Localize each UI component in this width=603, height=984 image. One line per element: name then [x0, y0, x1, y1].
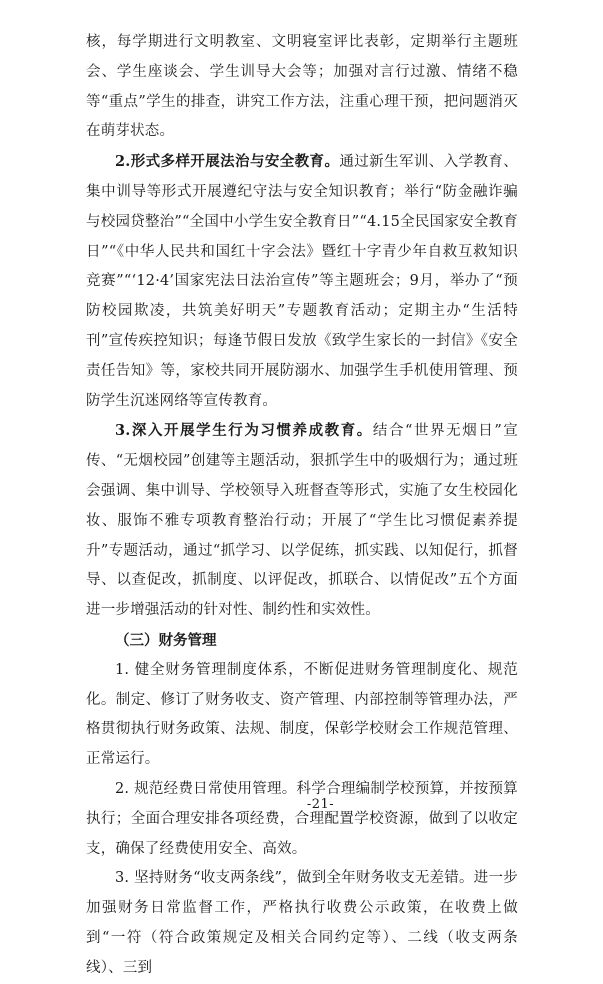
paragraph-legal-safety-education: [86, 147, 518, 416]
paragraph-finance-two-lines: 3. 坚持财务“收支两条线”，做到全年财务收支无差错。进一步加强财务日常监督工作，严格执行收费公示政策，在收费上做到“一符（符合政策规定及相关合同约定等）、二线（收支两条线）、三到: [86, 870, 518, 976]
paragraph-behavior-habits: [86, 416, 518, 626]
paragraph-finance-system: 1. 健全财务管理制度体系，不断促进财务管理制度化、规范化。制定、修订了财务收支、资产管理、内部控制等管理办法，严格贯彻执行财务政策、法规、制度，保彰学校财会工作规范管理、正常运行。: [86, 661, 518, 768]
section-heading-finance: （三）财务管理: [115, 631, 217, 649]
document-body: [86, 28, 518, 984]
paragraph-continuation: 核，每学期进行文明教室、文明寝室评比表彰，定期举行主题班会、学生座谈会、学生训导大会等；加强对言行过激、情绪不稳等“重点”学生的排查，讲究工作方法，注重心理干预，把问题消灭在萌芽状态。: [86, 34, 518, 140]
subheading-legal-safety: 2.形式多样开展法治与安全教育。: [115, 153, 340, 171]
paragraph-behavior-habits-body: 结合“世界无烟日”宣传、“无烟校园”创建等主题活动，狠抓学生中的吸烟行为；通过班会强调、集中训导、学校领导入班督查等形式，实施了女生校园化妆、服饰不雅专项教育整治行动；开展了“学生比习惯促素养提升”专题活动，通过“抓学习、以学促练，抓实践、以知促行，抓督导、以查促改，抓制度、以评促改，抓联合、以情促改”五个方面进一步增强活动的针对性、制约性和实效性。: [86, 423, 519, 619]
page-number: -21-: [306, 797, 335, 812]
subheading-behavior-habits: 3.深入开展学生行为习惯养成教育。: [115, 422, 373, 440]
paragraph-legal-safety-body: 通过新生军训、入学教育、集中训导等形式开展遵纪守法与安全知识教育；举行“防金融诈骗与校园贷整治”“全国中小学生安全教育日”“4.15全民国家安全教育日”“《中华人民共和国红十字会法》暨红十字青少年自救互救知识竞赛”“‘12·4’国家宪法日法治宣传”等主题班会；9月，举办了“预防校园欺凌，共筑美好明天”专题教育活动；定期主办“生活特刊”宣传疾控知识；每逢节假日发放《致学生家长的一封信》《安全责任告知》等，家校共同开展防溺水、加强学生手机使用管理、预防学生沉迷网络等宣传教育。: [86, 154, 518, 409]
paragraph-finance-budget: 2. 规范经费日常使用管理。科学合理编制学校预算，并按预算执行；全面合理安排各项经费，合理配置学校资源，做到了以收定支，确保了经费使用安全、高效。: [86, 780, 518, 857]
